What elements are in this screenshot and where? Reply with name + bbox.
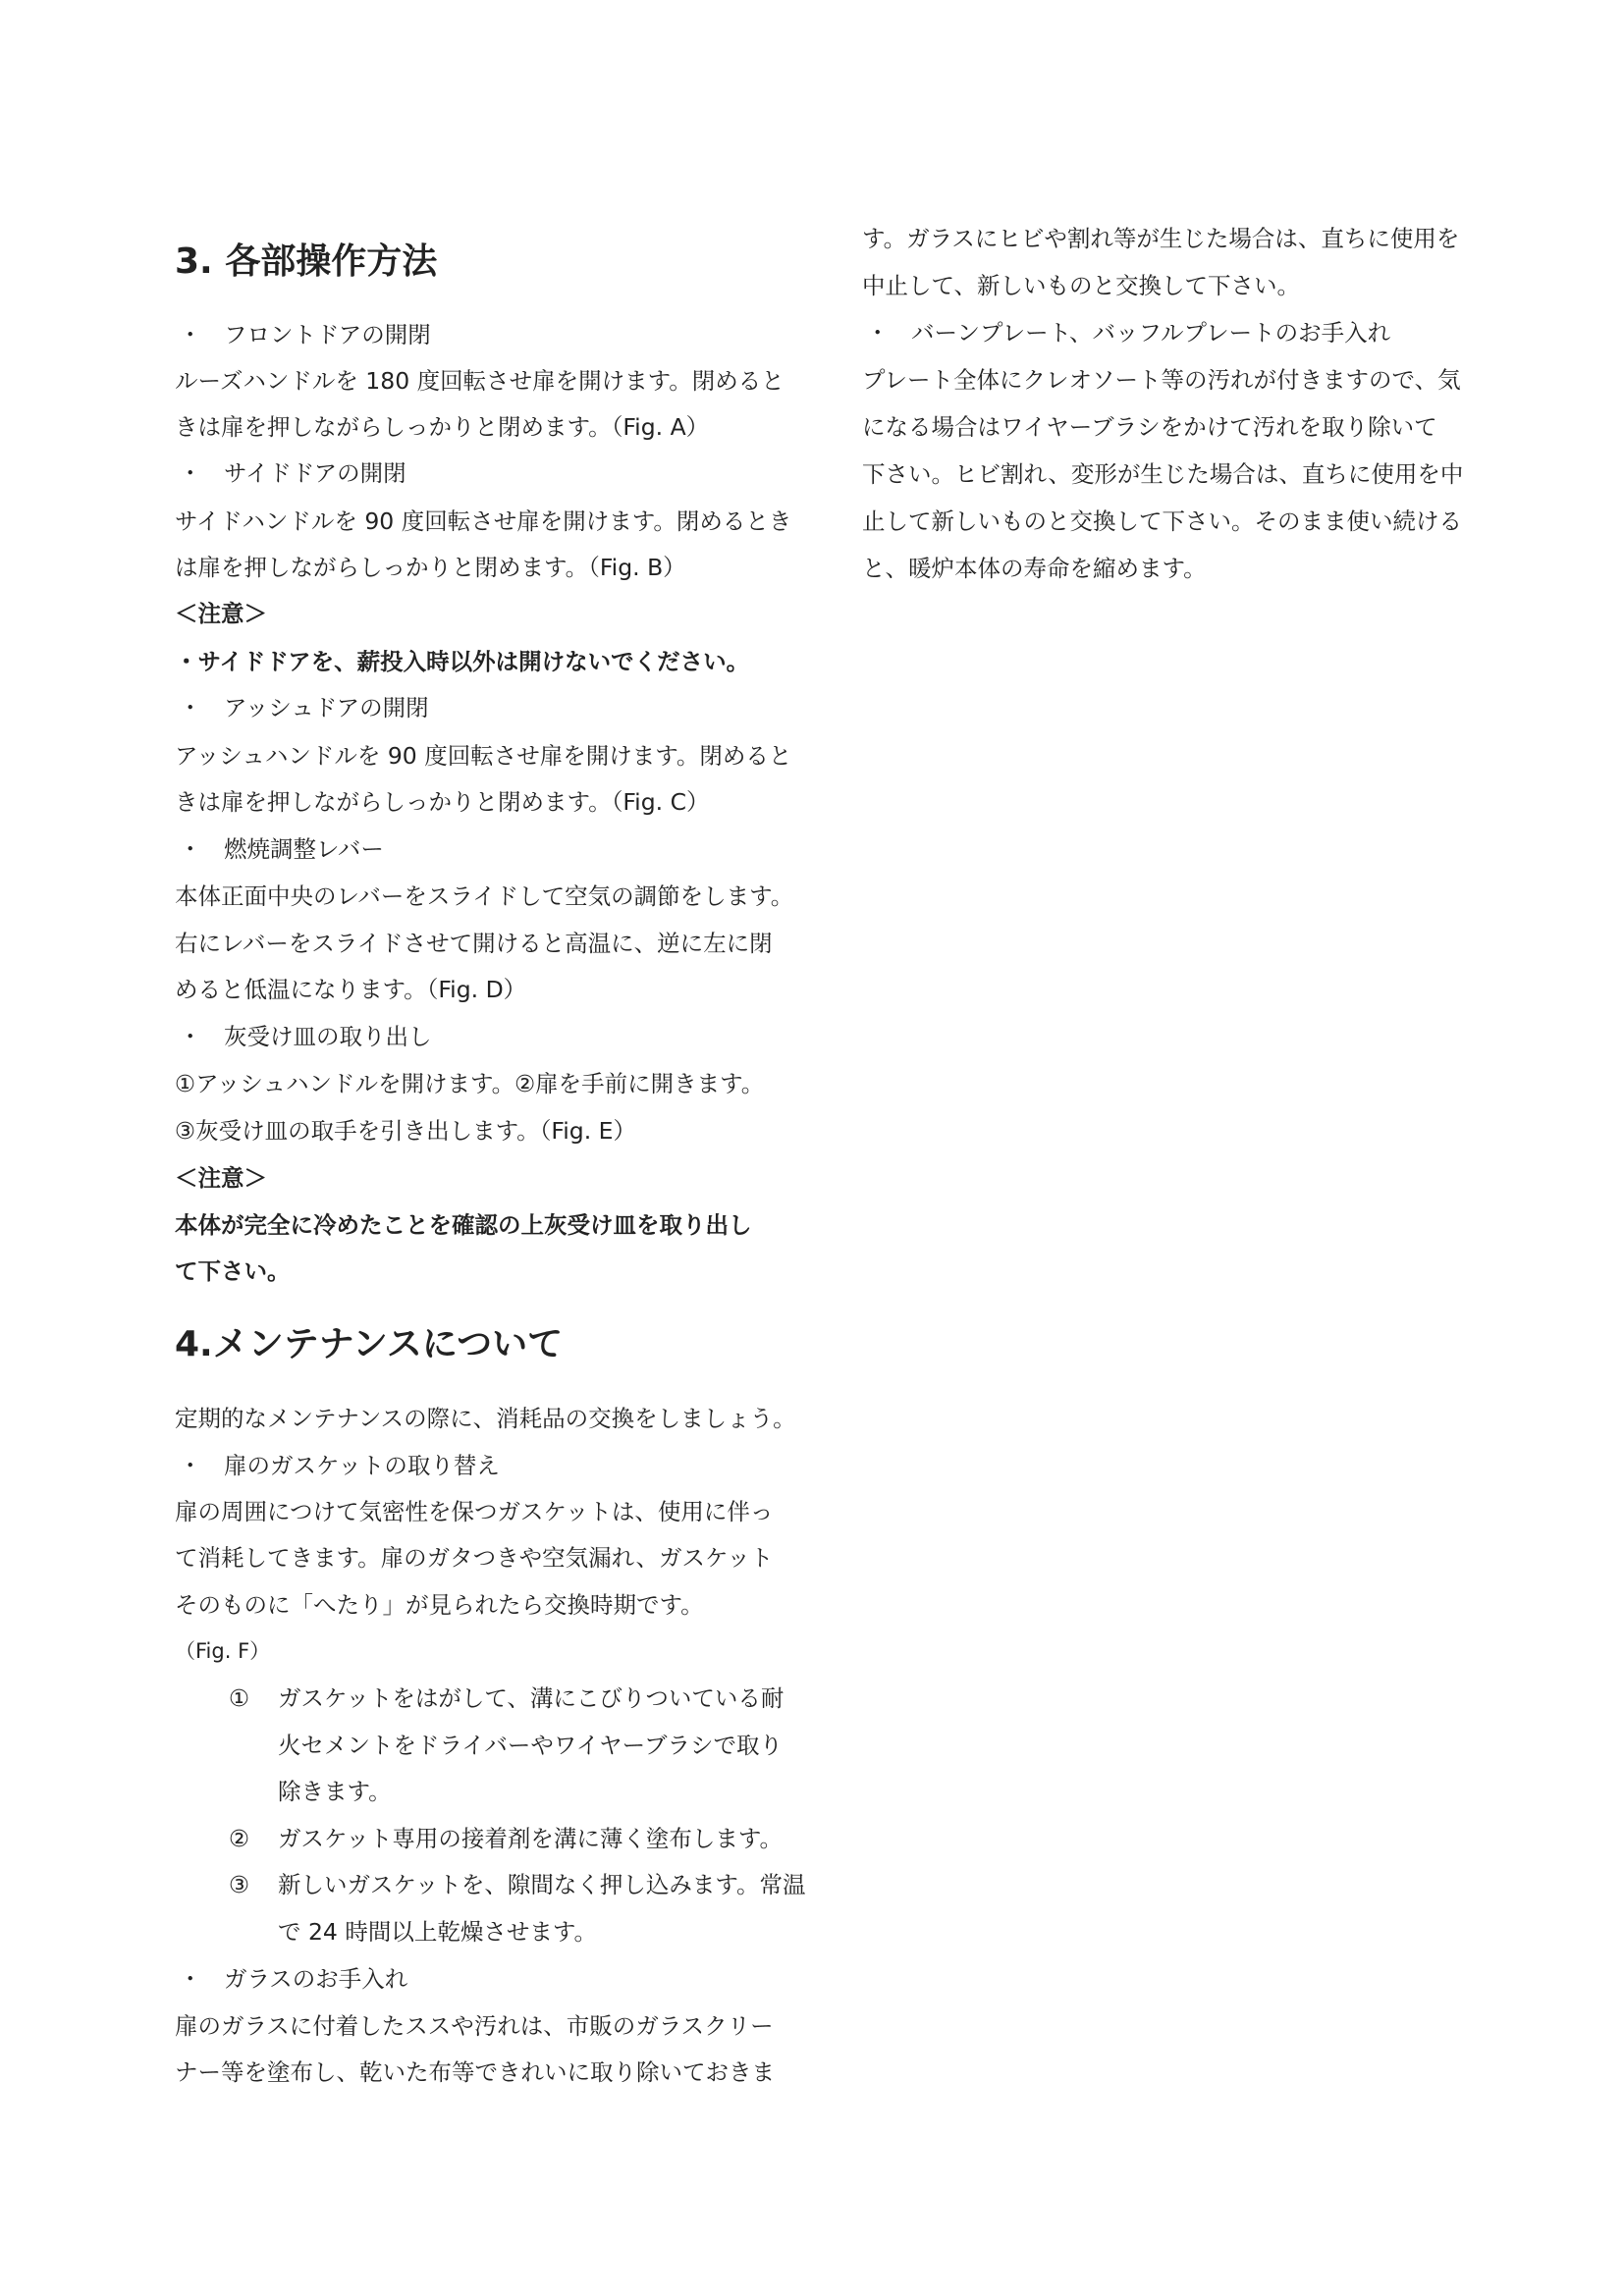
gasket-step-3-num: ③ bbox=[229, 1871, 250, 1898]
side-door-body-2: は扉を押しながらしっかりと閉めます。（Fig. B） bbox=[175, 554, 686, 581]
bullet-lever bbox=[175, 834, 384, 864]
glass-cont-2: 中止して、新しいものと交換して下さい。 bbox=[862, 272, 1301, 299]
bullet-ash-door bbox=[175, 693, 429, 722]
plate-body-3: 下さい。ヒビ割れ、変形が生じた場合は、直ちに使用を中 bbox=[862, 460, 1464, 488]
side-door-body-1: サイドハンドルを 90 度回転させ扉を開けます。閉めるとき bbox=[175, 507, 792, 535]
bullet-front-door bbox=[175, 320, 431, 349]
ash-tray-title: 灰受け皿の取り出し bbox=[224, 1023, 432, 1050]
bullet-mark: ・ bbox=[179, 1023, 202, 1050]
ash-tray-body-2: ③灰受け皿の取手を引き出します。（Fig. E） bbox=[175, 1117, 636, 1145]
glass-cont-1: す。ガラスにヒビや割れ等が生じた場合は、直ちに使用を bbox=[862, 225, 1460, 252]
side-door-caution-title: ＜注意＞ bbox=[175, 600, 267, 627]
bullet-plate bbox=[862, 318, 1390, 347]
gasket-body-4: （Fig. F） bbox=[175, 1639, 271, 1663]
bullet-side-door bbox=[175, 458, 406, 488]
plate-title: バーンプレート、バッフルプレートのお手入れ bbox=[911, 319, 1391, 347]
gasket-step-2-line-1: ガスケット専用の接着剤を溝に薄く塗布します。 bbox=[278, 1825, 783, 1852]
bullet-ash-tray bbox=[175, 1022, 432, 1051]
ash-door-title: アッシュドアの開閉 bbox=[224, 694, 429, 721]
lever-body-2: 右にレバーをスライドさせて開けると高温に、逆に左に閉 bbox=[175, 930, 773, 957]
gasket-step-3-line-2: で 24 時間以上乾燥させます。 bbox=[278, 1918, 597, 1946]
ash-tray-body-1: ①アッシュハンドルを開けます。②扉を手前に開きます。 bbox=[175, 1070, 765, 1097]
gasket-step-1-num: ① bbox=[229, 1684, 250, 1712]
plate-body-2: になる場合はワイヤーブラシをかけて汚れを取り除いて bbox=[862, 413, 1437, 441]
glass-body-1: 扉のガラスに付着したススや汚れは、市販のガラスクリー bbox=[175, 2012, 774, 2040]
bullet-gasket bbox=[175, 1451, 500, 1480]
gasket-body-2: て消耗してきます。扉のガタつきや空気漏れ、ガスケット bbox=[175, 1544, 774, 1572]
maintenance-intro: 定期的なメンテナンスの際に、消耗品の交換をしましょう。 bbox=[175, 1405, 796, 1432]
gasket-step-3-line-1: 新しいガスケットを、隙間なく押し込みます。常温 bbox=[278, 1871, 806, 1898]
glass-title: ガラスのお手入れ bbox=[224, 1965, 408, 1993]
front-door-body-2: きは扉を押しながらしっかりと閉めます。（Fig. A） bbox=[175, 413, 710, 441]
gasket-step-1-line-2: 火セメントをドライバーやワイヤーブラシで取り bbox=[278, 1732, 783, 1759]
plate-body-1: プレート全体にクレオソート等の汚れが付きますので、気 bbox=[862, 366, 1461, 394]
bullet-mark: ・ bbox=[866, 319, 890, 347]
front-door-body-1: ルーズハンドルを 180 度回転させ扉を開けます。閉めると bbox=[175, 367, 785, 395]
ash-tray-caution-text-1: 本体が完全に冷めたことを確認の上灰受け皿を取り出し bbox=[175, 1211, 752, 1239]
ash-door-body-1: アッシュハンドルを 90 度回転させ扉を開けます。閉めると bbox=[175, 742, 792, 770]
gasket-body-1: 扉の周囲につけて気密性を保つガスケットは、使用に伴っ bbox=[175, 1498, 774, 1525]
section-heading-operation: 3. 各部操作方法 bbox=[175, 241, 438, 282]
front-door-title: フロントドアの開閉 bbox=[224, 321, 431, 348]
bullet-glass bbox=[175, 1964, 407, 1994]
bullet-mark: ・ bbox=[179, 1965, 202, 1993]
side-door-title: サイドドアの開閉 bbox=[224, 459, 406, 487]
plate-body-5: と、暖炉本体の寿命を縮めます。 bbox=[862, 555, 1207, 582]
lever-body-1: 本体正面中央のレバーをスライドして空気の調節をします。 bbox=[175, 882, 794, 910]
bullet-mark: ・ bbox=[179, 835, 202, 863]
bullet-mark: ・ bbox=[179, 1452, 202, 1479]
lever-body-3: めると低温になります。（Fig. D） bbox=[175, 976, 527, 1003]
gasket-body-3: そのものに「へたり」が見られたら交換時期です。 bbox=[175, 1591, 704, 1619]
glass-body-2: ナー等を塗布し、乾いた布等できれいに取り除いておきま bbox=[175, 2058, 775, 2086]
gasket-step-2-num: ② bbox=[229, 1825, 250, 1852]
ash-door-body-2: きは扉を押しながらしっかりと閉めます。（Fig. C） bbox=[175, 788, 710, 816]
bullet-mark: ・ bbox=[179, 459, 202, 487]
plate-body-4: 止して新しいものと交換して下さい。そのまま使い続ける bbox=[862, 507, 1462, 535]
side-door-caution-text: ・サイドドアを、薪投入時以外は開けないでください。 bbox=[175, 648, 750, 675]
bullet-mark: ・ bbox=[179, 321, 202, 348]
ash-tray-caution-title: ＜注意＞ bbox=[175, 1164, 267, 1192]
bullet-mark: ・ bbox=[179, 694, 202, 721]
ash-tray-caution-text-2: て下さい。 bbox=[175, 1257, 291, 1285]
gasket-title: 扉のガスケットの取り替え bbox=[224, 1452, 500, 1479]
lever-title: 燃焼調整レバー bbox=[224, 835, 384, 863]
section-heading-maintenance: 4.メンテナンスについて bbox=[175, 1324, 564, 1364]
gasket-step-1-line-3: 除きます。 bbox=[278, 1778, 392, 1805]
gasket-step-1-line-1: ガスケットをはがして、溝にこびりついている耐 bbox=[278, 1684, 785, 1712]
